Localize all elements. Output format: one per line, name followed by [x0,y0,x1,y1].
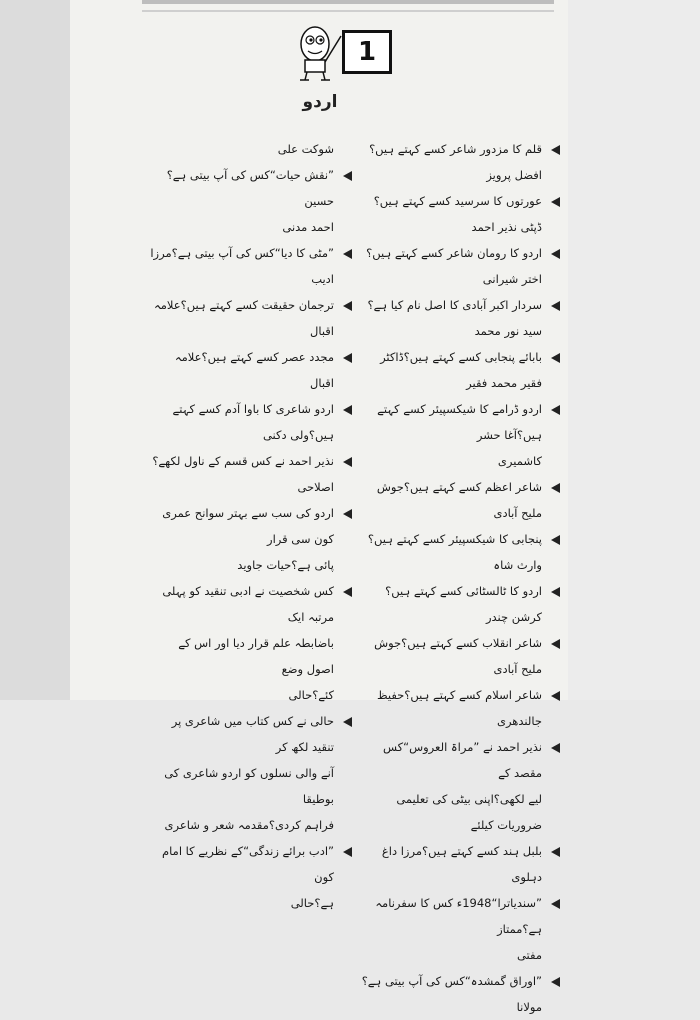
question-item [356,474,562,526]
bullet-triangle-icon [551,743,560,753]
question-text: شوکت علی [277,142,334,156]
question-item [148,240,354,292]
bullet-triangle-icon [343,717,352,727]
question-item [356,682,562,734]
question-text: نذیر احمد نے ”مراۃ العروس“کس مقصد کے [382,740,542,780]
question-continuation [148,552,354,578]
bullet-triangle-icon [343,171,352,181]
bullet-triangle-icon [343,301,352,311]
question-text: آنے والی نسلوں کو اردو شاعری کی بوطیقا [164,766,334,806]
bullet-triangle-icon [343,249,352,259]
question-item [356,968,562,1020]
question-text: پائی ہے؟حیات جاوید [237,558,334,572]
bullet-triangle-icon [551,353,560,363]
bullet-triangle-icon [551,249,560,259]
question-text: احمد مدنی [282,220,334,234]
bullet-triangle-icon [551,301,560,311]
question-continuation [148,214,354,240]
question-text: حالی نے کس کتاب میں شاعری پر تنقید لکھ کر [171,714,334,754]
question-text: بلبل ہند کسے کہتے ہیں؟مرزا داغ دہلوی [381,844,542,884]
question-continuation [356,942,562,968]
bullet-triangle-icon [551,587,560,597]
question-item [356,630,562,682]
question-item [148,708,354,760]
bullet-triangle-icon [343,457,352,467]
right-column [356,136,562,1020]
question-text: اردو کی سب سے بہتر سوانح عمری کون سی قرار [162,506,334,546]
bullet-triangle-icon [551,483,560,493]
question-text: ہے؟حالی [290,896,334,910]
question-text: ترجمان حقیقت کسے کہتے ہیں؟علامہ اقبال [154,298,334,338]
question-continuation [148,136,354,162]
bullet-triangle-icon [343,353,352,363]
top-rule-thin [142,10,554,12]
question-item [356,136,562,188]
question-text: کاشمیری [497,454,542,468]
question-text: شاعر اسلام کسے کہتے ہیں؟حفیظ جالندھری [376,688,542,728]
question-continuation [148,682,354,708]
question-item [356,292,562,344]
background-right [568,0,700,700]
question-text: نذیر احمد نے کس قسم کے ناول لکھے؟اصلاحی [152,454,334,494]
question-text: اردو ڈرامے کا شیکسپیئر کسے کہتے ہیں؟آغا حشر [377,402,542,442]
question-text: باضابطہ علم قرار دیا اور اس کے اصول وضع [178,636,334,676]
question-text: ”ادب برائے زندگی“کے نظریے کا امام کون [162,844,334,884]
question-item [148,838,354,890]
bullet-triangle-icon [551,405,560,415]
bullet-triangle-icon [343,509,352,519]
question-text: ”مٹی کا دیا“کس کی آپ بیتی ہے؟مرزا ادیب [150,246,334,286]
question-item [148,344,354,396]
question-item [356,396,562,448]
top-rule [142,0,554,4]
book-page [70,0,568,1014]
question-text: اردو شاعری کا باوا آدم کسے کہتے ہیں؟ولی دکنی [172,402,334,442]
question-item [148,448,354,500]
question-item [148,162,354,214]
question-item [356,188,562,240]
question-item [356,734,562,786]
background-left [0,0,70,700]
question-item [356,240,562,292]
question-text: شاعر انقلاب کسے کہتے ہیں؟جوش ملیح آبادی [374,636,542,676]
bullet-triangle-icon [343,405,352,415]
question-text: قلم کا مزدور شاعر کسے کہتے ہیں؟افضل پرویز [369,142,542,182]
question-text: کئے؟حالی [288,688,334,702]
bullet-triangle-icon [343,847,352,857]
question-continuation [356,786,562,838]
bullet-triangle-icon [551,847,560,857]
question-text: اردو کا ٹالسٹائی کسے کہتے ہیں؟کرشن چندر [385,584,542,624]
question-continuation [148,812,354,838]
question-item [356,578,562,630]
bullet-triangle-icon [551,639,560,649]
question-item [356,838,562,890]
question-continuation [148,890,354,916]
question-item [148,500,354,552]
bullet-triangle-icon [551,899,560,909]
question-text: مفتی [516,948,542,962]
left-column [148,136,354,916]
question-item [356,890,562,942]
question-continuation [148,760,354,812]
chapter-number: 1 [342,30,392,74]
question-text: ”سندیاترا“1948ء کس کا سفرنامہ ہے؟ممتاز [375,896,542,936]
question-text: ”نقش حیات“کس کی آپ بیتی ہے؟حسین [166,168,334,208]
question-text: اردو کا رومان شاعر کسے کہتے ہیں؟اختر شیرانی [366,246,542,286]
question-item [148,578,354,630]
question-continuation [148,630,354,682]
question-item [356,526,562,578]
question-text: پنجابی کا شیکسپیئر کسے کہتے ہیں؟وارث شاہ [367,532,542,572]
question-continuation [356,448,562,474]
question-text: ”اوراق گمشدہ“کس کی آپ بیتی ہے؟مولانا [361,974,542,1014]
question-text: عورتوں کا سرسید کسے کہتے ہیں؟ڈپٹی نذیر احمد [373,194,542,234]
question-item [148,396,354,448]
chapter-title: اردو [302,92,338,112]
question-text: لیے لکھی؟اپنی بیٹی کی تعلیمی ضروریات کیلئے [396,792,542,832]
bullet-triangle-icon [551,535,560,545]
bullet-triangle-icon [551,977,560,987]
question-text: سردار اکبر آبادی کا اصل نام کیا ہے؟سید نور محمد [367,298,542,338]
question-text: شاعر اعظم کسے کہتے ہیں؟جوش ملیح آبادی [376,480,542,520]
bullet-triangle-icon [551,197,560,207]
question-item [356,344,562,396]
bullet-triangle-icon [551,145,560,155]
question-text: فراہم کردی؟مقدمہ شعر و شاعری [164,818,334,832]
bullet-triangle-icon [343,587,352,597]
question-text: بابائے پنجابی کسے کہتے ہیں؟ڈاکٹر فقیر محمد فقیر [380,350,542,390]
question-item [148,292,354,344]
question-text: کس شخصیت نے ادبی تنقید کو پہلی مرتبہ ایک [162,584,334,624]
question-text: مجدد عصر کسے کہتے ہیں؟علامہ اقبال [174,350,334,390]
bullet-triangle-icon [551,691,560,701]
